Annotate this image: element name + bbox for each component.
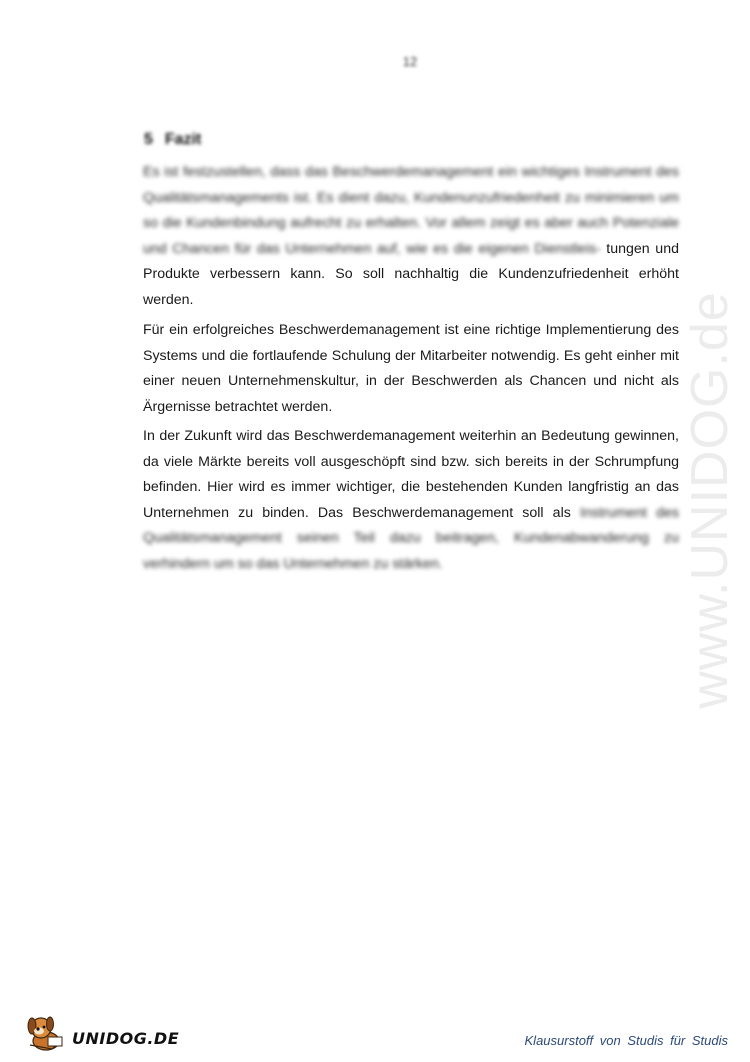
paragraph-2-text: Für ein erfolgreiches Beschwerdemanagement ist eine richtige Implementierung des Systems und die fortlaufende Schulung der Mitarbeiter notwendig. Es geht einher mit einer neuen Unternehmenskultur, in der Beschwerden als Chancen und nicht als Ärgernisse betrachtet werden. bbox=[143, 322, 679, 415]
paragraph-1-blurred-text: Es ist festzustellen, dass das Beschwerdemanagement ein wichtiges Instrument des Qualitätsmanagements ist. Es dient dazu, Kundenunzufriedenheit zu minimieren um so die Kundenbindung aufrecht zu erhalten. Vor allem zeigt es aber auch Potenziale und Chancen für das Unternehmen auf, wie es die eigenen Dienstleis- bbox=[143, 164, 679, 257]
footer-tagline: Klausurstoff von Studis für Studis bbox=[524, 1033, 728, 1048]
paragraph-1 bbox=[143, 160, 679, 314]
section-title: Fazit bbox=[164, 131, 202, 148]
paragraph-3 bbox=[143, 424, 679, 578]
watermark: www.UNIDOG.de bbox=[681, 291, 739, 709]
paragraph-3-text: In der Zukunft wird das Beschwerdemanagement weiterhin an Bedeutung gewinnen, da viele Märkte bereits voll ausgeschöpft sind bzw. sich bereits in der Schrumpfung befinden. Hier wird es immer wichtiger, die bestehenden Kunden langfristig an das Unternehmen zu binden. Das Beschwerdemanagement soll als bbox=[143, 428, 679, 521]
section-number: 5 bbox=[144, 131, 153, 148]
page-number: 12 bbox=[402, 54, 418, 69]
dog-mascot-icon bbox=[22, 1013, 68, 1053]
paragraph-1-text: tungen und Produkte verbessern kann. So soll nachhaltig die Kundenzufriedenheit erhöht werden. bbox=[143, 240, 679, 308]
paragraph-2 bbox=[143, 318, 679, 420]
logo-text: UNIDOG.DE bbox=[72, 1029, 180, 1048]
footer-logo[interactable] bbox=[22, 1013, 180, 1053]
paragraph-3-blurred-text: Instrument des Qualitätsmanagement seinen Teil dazu beitragen, Kundenabwanderung zu verhindern um so das Unternehmen zu stärken. bbox=[143, 504, 679, 572]
section-heading bbox=[144, 131, 201, 149]
